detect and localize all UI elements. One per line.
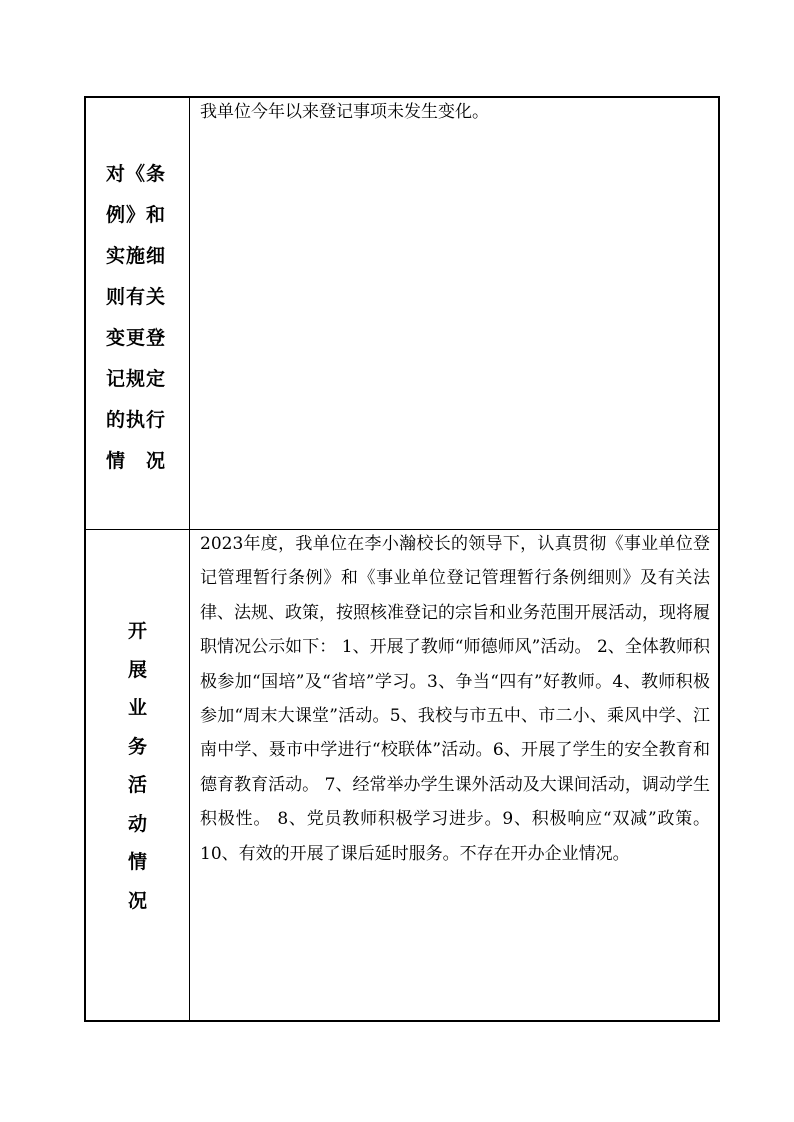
label-line: 情 况 [106, 450, 167, 472]
table-row-business-activities [86, 530, 718, 1020]
table-row-regulation-compliance [86, 98, 718, 530]
label-line: 的执行 [106, 409, 167, 431]
label-char: 况 [127, 889, 147, 912]
business-activities-text: 2023年度，我单位在李小瀚校长的领导下，认真贯彻《事业单位登记管理暂行条例》和《事业单位登记管理暂行条例细则》及有关法律、法规、政策，按照核准登记的宗旨和业务范围开展活动，现将履职情况公示如下： 1、开展了教师“师德师风”活动。 2、全体教师积极参加“国培”及“省培”学习。3、争当“四有”好教师。4、教师积极参加“周末大课堂”活动。5、我校与市五中、市二小、乘风中学、江南中学、聂市中学进行“校联体”活动。6、开展了学生的安全教育和德育教育活动。 7、经常举办学生课外活动及大课间活动，调动学生积极性。 8、党员教师积极学习进步。9、积极响应“双减”政策。10、有效的开展了课后延时服务。不存在开办企业情况。 [200, 534, 710, 864]
label-char: 动 [127, 812, 147, 835]
label-line: 例》和 [106, 204, 167, 226]
row-label [86, 612, 189, 920]
label-line: 记规定 [106, 368, 167, 390]
label-char: 情 [127, 851, 147, 873]
registration-form-table [84, 96, 720, 1022]
regulation-compliance-text: 我单位今年以来登记事项未发生变化。 [200, 102, 489, 122]
label-char: 展 [127, 658, 147, 681]
label-line: 则有关 [106, 286, 167, 308]
label-char: 活 [127, 774, 147, 796]
label-line: 变更登 [106, 327, 167, 349]
label-line: 实施细 [106, 245, 167, 267]
label-char: 业 [127, 697, 147, 719]
label-char: 开 [127, 620, 147, 642]
row-label [106, 154, 166, 482]
content-cell-regulation-compliance [190, 98, 718, 529]
label-cell-business-activities [86, 530, 190, 1020]
label-line: 对《条 [106, 163, 167, 185]
label-cell-regulation-compliance [86, 98, 190, 529]
content-cell-business-activities [190, 530, 718, 1020]
label-char: 务 [127, 735, 147, 758]
